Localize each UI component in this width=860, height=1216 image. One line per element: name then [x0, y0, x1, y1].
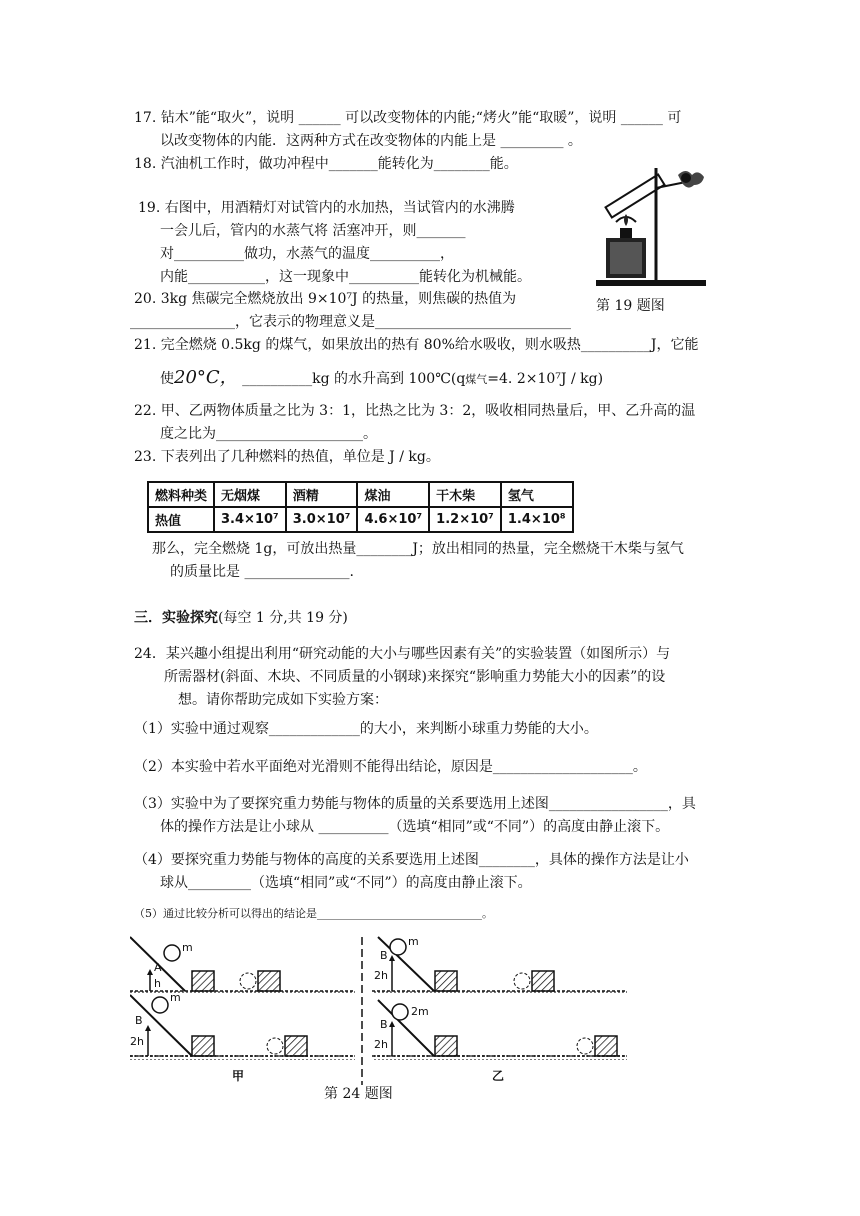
fig24-label-2h-yi-bottom: 2h	[374, 1038, 388, 1051]
table-cell: 3.4×10⁷	[214, 507, 286, 532]
table-header-cell: 燃料种类	[148, 482, 214, 507]
fig24-label-yi: 乙	[492, 1069, 505, 1083]
q22-line1: 22. 甲、乙两物体质量之比为 3：1，比热之比为 3：2，吸收相同热量后，甲、乙升高的温	[134, 403, 696, 419]
fig24-label-B-jia: B	[135, 1014, 143, 1027]
fig24-label-B-yi-bottom: B	[380, 1018, 388, 1031]
q24-line2: 所需器材(斜面、木块、不同质量的小钢球)来探究“影响重力势能大小的因素”的设	[164, 669, 666, 685]
table-header-cell: 酒精	[286, 482, 358, 507]
q24-part2: （2）本实验中若水平面绝对光滑则不能得出结论，原因是____________________。	[134, 759, 647, 775]
section-3-heading	[134, 609, 348, 627]
fig24-label-jia: 甲	[232, 1069, 245, 1083]
fig24-label-m-yi-top: m	[408, 935, 419, 948]
q24-line3: 想。请你帮助完成如下实验方案：	[178, 692, 388, 708]
section-3-note: (每空 1 分,共 19 分)	[218, 610, 348, 626]
q23-line2: 那么，完全燃烧 1g，可放出热量________J；放出相同的热量，完全燃烧干木柴与氢气	[152, 541, 684, 557]
q24-part3-line1: （3）实验中为了要探究重力势能与物体的质量的关系要选用上述图_________________，具	[134, 796, 696, 812]
figure-24-diagram	[130, 935, 630, 1095]
fig24-label-h: h	[154, 977, 161, 990]
q24-part1: （1）实验中通过观察_____________的大小，来判断小球重力势能的大小。	[134, 721, 598, 737]
q24-part5: （5）通过比较分析可以得出的结论是______________________________。	[134, 907, 493, 920]
q22-line2: 度之比为_____________________。	[160, 426, 377, 442]
jia-bottom-setup	[130, 995, 355, 1060]
q21-end: =4. 2×10⁷J / kg)	[487, 371, 604, 387]
table-cell: 4.6×10⁷	[357, 507, 429, 532]
table-cell: 1.4×10⁸	[501, 507, 573, 532]
table-header-cell: 氢气	[501, 482, 573, 507]
figure-19-apparatus	[586, 160, 716, 290]
q21-subscript: 煤气	[465, 373, 488, 386]
table-header-cell: 煤油	[357, 482, 429, 507]
fig24-label-2h-yi-top: 2h	[374, 969, 388, 982]
figure-19-caption: 第 19 题图	[596, 298, 665, 314]
q19-line2: 一会儿后，管内的水蒸气将 活塞冲开，则_______	[160, 223, 466, 239]
q23-line1: 23. 下表列出了几种燃料的热值，单位是 J / kg。	[134, 449, 440, 465]
table-row	[148, 507, 573, 532]
fig24-label-m-jia-top: m	[182, 941, 193, 954]
q18-line: 18. 汽油机工作时，做功冲程中_______能转化为________能。	[134, 156, 518, 172]
q20-line2: _______________，它表示的物理意义是____________________________	[130, 314, 571, 330]
q21-prefix: 使	[160, 371, 174, 387]
q24-part4-line1: （4）要探究重力势能与物体的高度的关系要选用上述图________，具体的操作方法是让小	[134, 852, 689, 868]
table-header-cell: 干木柴	[429, 482, 501, 507]
q21-middle: __________kg 的水升高到 100℃(q	[237, 371, 466, 387]
q17-line1: 17. 钻木”能“取火”，说明 ______ 可以改变物体的内能;“烤火”能“取暖”，说明 ______ 可	[134, 110, 682, 126]
q17-line2: 以改变物体的内能．这两种方式在改变物体的内能上是 _________ 。	[160, 133, 582, 149]
q19-line4: 内能___________，这一现象中__________能转化为机械能。	[160, 269, 531, 285]
table-cell: 3.0×10⁷	[286, 507, 358, 532]
q21-line2	[160, 369, 603, 389]
table-cell: 1.2×10⁷	[429, 507, 501, 532]
q24-part3-line2: 体的操作方法是让小球从 __________（选填“相同”或“不同”）的高度由静止滚下。	[160, 819, 670, 835]
jia-top-setup	[130, 937, 355, 995]
q21-line1: 21. 完全燃烧 0.5kg 的煤气，如果放出的热有 80%给水吸收，则水吸热__________J，它能	[134, 337, 699, 353]
fuel-heat-value-table	[147, 481, 574, 533]
q19-line3: 对__________做功，水蒸气的温度__________，	[160, 246, 454, 262]
fig24-label-m-jia-bottom: m	[170, 991, 181, 1004]
fig24-label-B-yi-top: B	[380, 949, 388, 962]
fig24-label-2h-jia: 2h	[130, 1035, 144, 1048]
q21-temperature: 20°C，	[174, 367, 238, 388]
fig24-label-A: A	[154, 961, 162, 974]
q23-line3: 的质量比是 _______________.	[170, 564, 354, 580]
section-3-title: 三．实验探究	[134, 610, 218, 626]
fig24-label-2m: 2m	[411, 1005, 429, 1018]
figure-24-caption: 第 24 题图	[324, 1086, 393, 1102]
q24-part4-line2: 球从_________（选填“相同”或“不同”）的高度由静止滚下。	[160, 875, 532, 891]
table-header-row	[148, 482, 573, 507]
table-header-cell: 无烟煤	[214, 482, 286, 507]
q24-line1: 24．某兴趣小组提出利用“研究动能的大小与哪些因素有关”的实验装置（如图所示）与	[134, 646, 671, 662]
q19-line1: 19. 右图中，用酒精灯对试管内的水加热，当试管内的水沸腾	[138, 200, 515, 216]
q20-line1: 20. 3kg 焦碳完全燃烧放出 9×10⁷J 的热量，则焦碳的热值为	[134, 291, 517, 307]
table-cell: 热值	[148, 507, 214, 532]
